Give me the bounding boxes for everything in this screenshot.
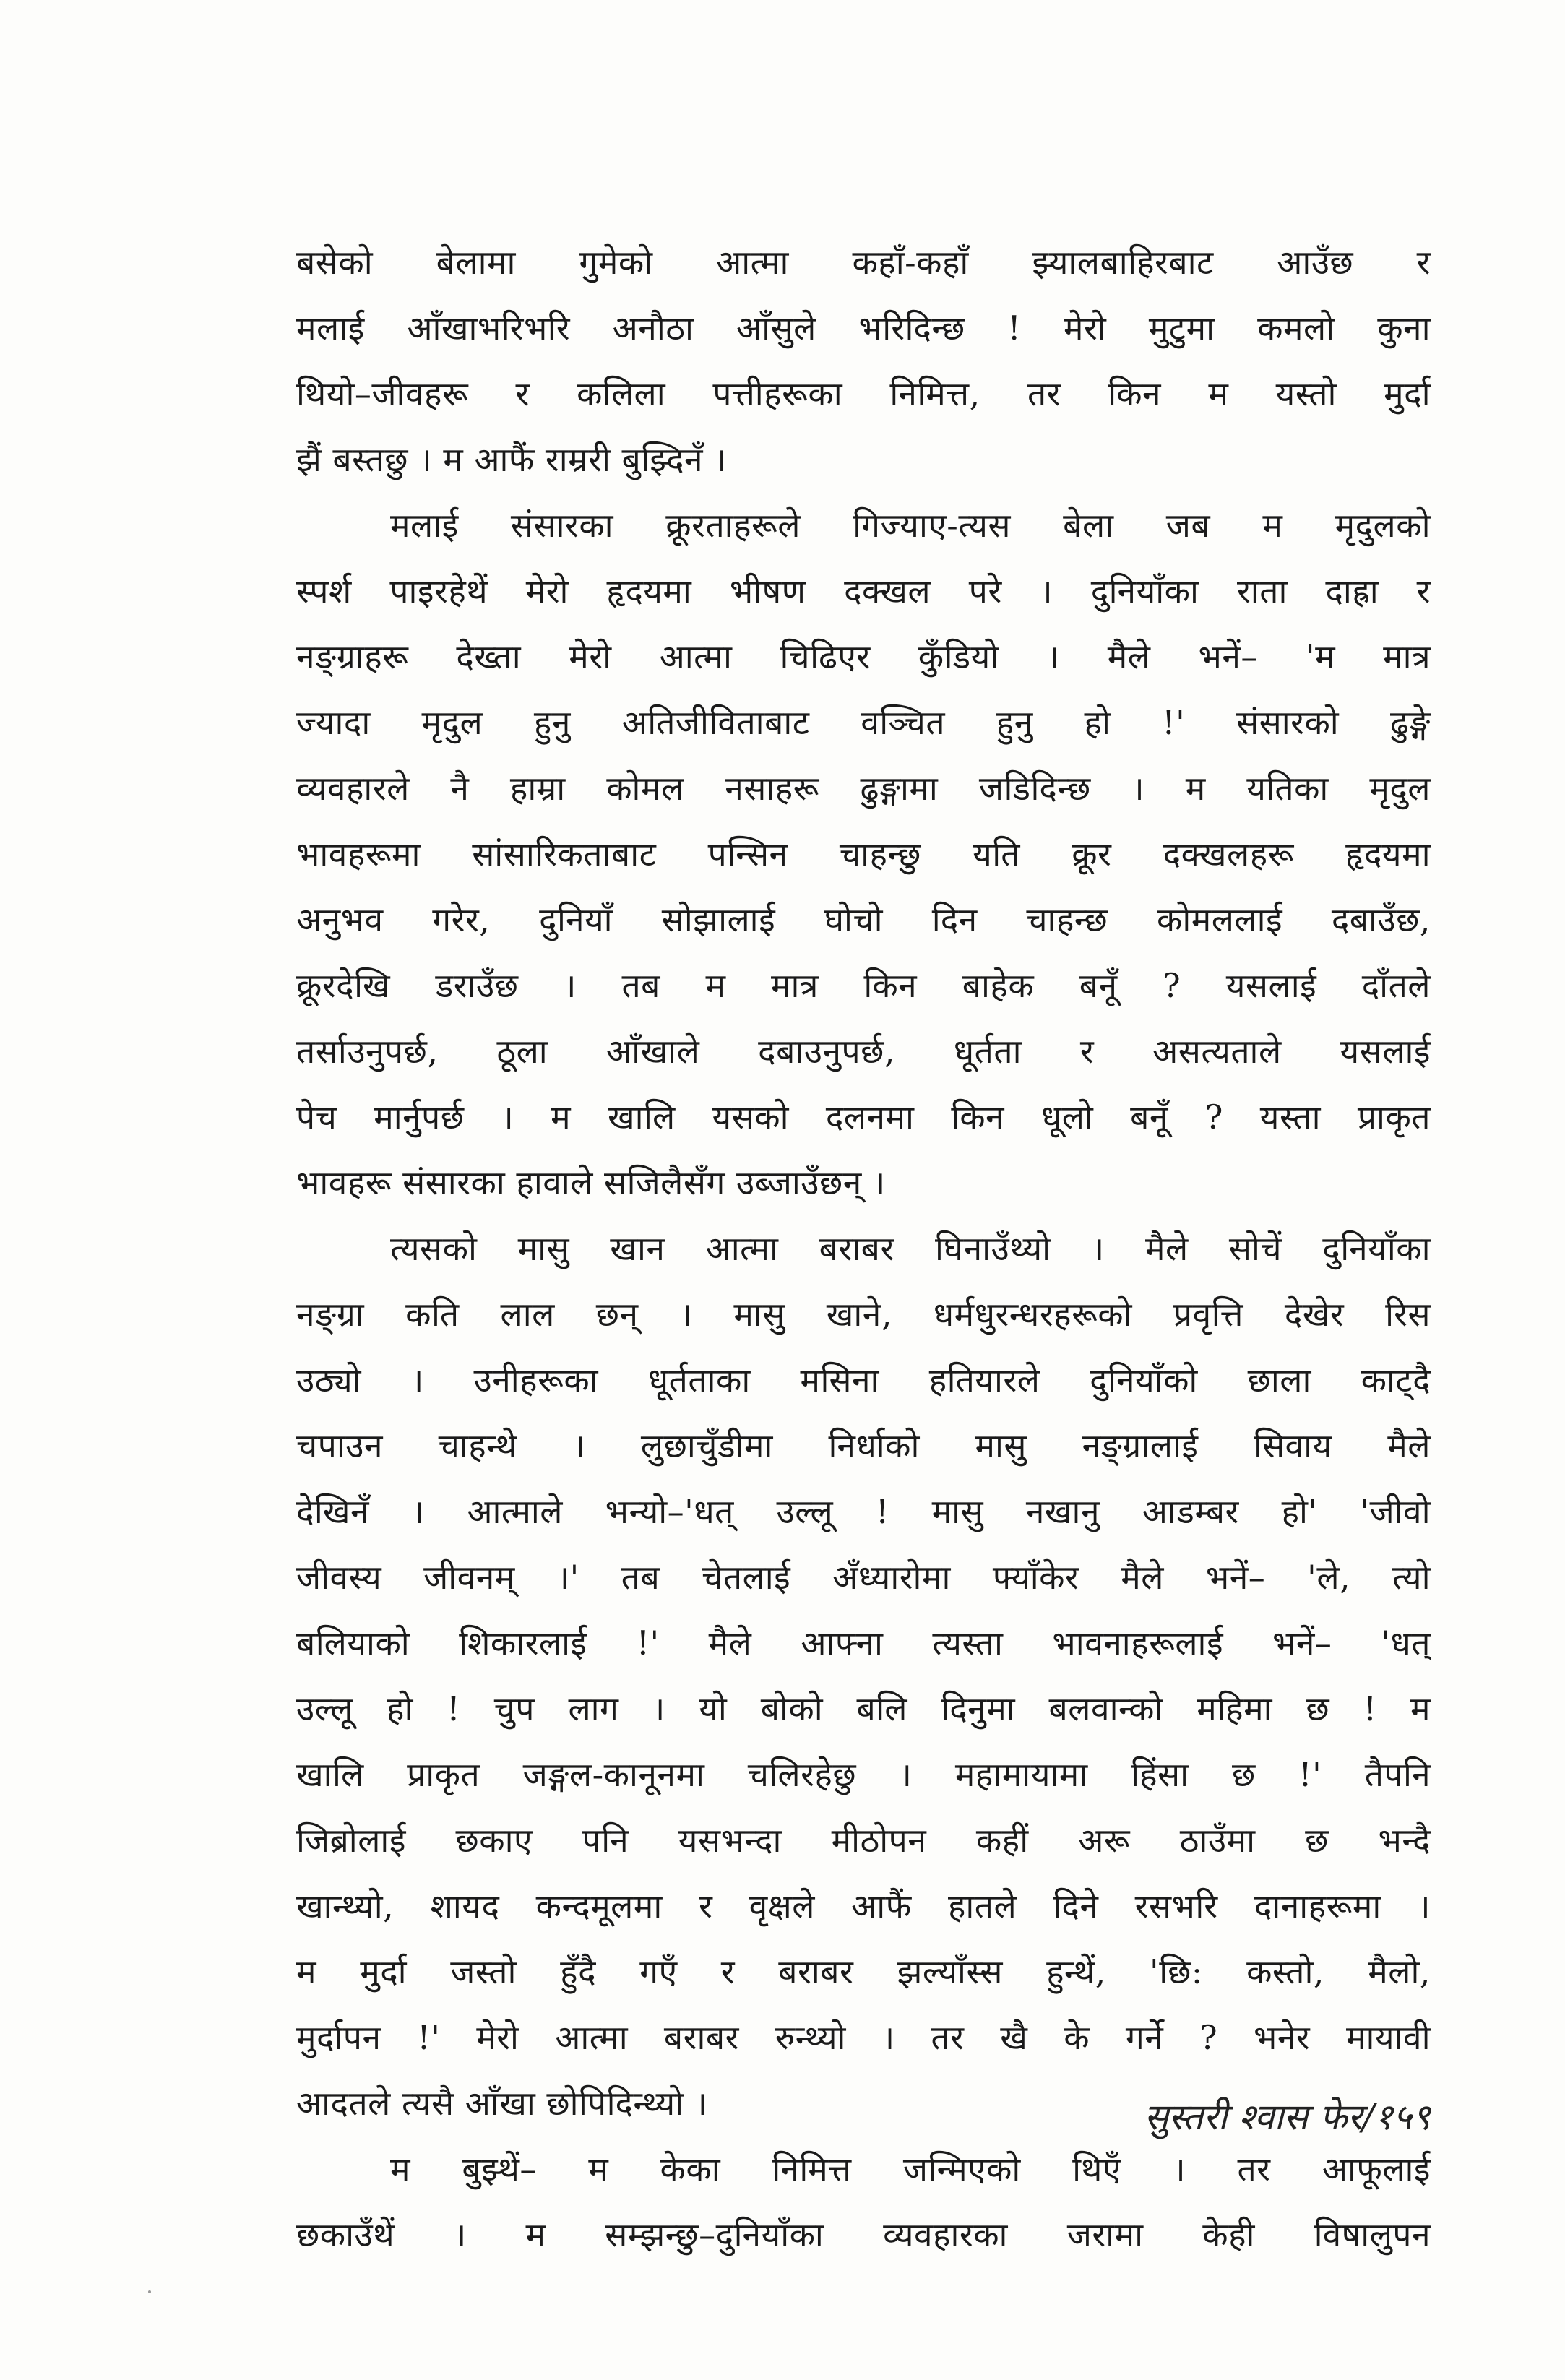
text-line: ज्यादा मृदुल हुनु अतिजीविताबाट वञ्चित हुनु हो !' संसारको ढुङ्गे bbox=[296, 703, 1431, 742]
paper-speck bbox=[148, 2290, 151, 2293]
text-line: व्यवहारले नै हाम्रा कोमल नसाहरू ढुङ्गामा जडिदिन्छ । म यतिका मृदुल bbox=[296, 769, 1431, 808]
text-line: खान्थ्यो, शायद कन्दमूलमा र वृक्षले आफैं हातले दिने रसभरि दानाहरूमा । bbox=[296, 1887, 1431, 1926]
text-line: त्यसको मासु खान आत्मा बराबर घिनाउँथ्यो । मैले सोचें दुनियाँका bbox=[390, 1229, 1431, 1268]
text-line: नङ्ग्राहरू देख्ता मेरो आत्मा चिढिएर कुँडियो । मैले भनें– 'म मात्र bbox=[296, 637, 1431, 676]
text-line: आदतले त्यसै आँखा छोपिदिन्थ्यो । bbox=[296, 2084, 708, 2123]
text-line: उल्लू हो ! चुप लाग । यो बोको बलि दिनुमा बलवान्को महिमा छ ! म bbox=[296, 1689, 1431, 1728]
text-line: नङ्ग्रा कति लाल छन् । मासु खाने, धर्मधुरन्धरहरूको प्रवृत्ति देखेर रिस bbox=[296, 1295, 1431, 1334]
text-line: मलाई संसारका क्रूरताहरूले गिज्याए-त्यस बेला जब म मृदुलको bbox=[390, 506, 1431, 545]
text-line: झैं बस्तछु । म आफैं राम्ररी बुझ्दिनँ । bbox=[296, 440, 728, 479]
text-line: पेच मार्नुपर्छ । म खालि यसको दलनमा किन धूलो बनूँ ? यस्ता प्राकृत bbox=[296, 1098, 1431, 1137]
text-line: मुर्दापन !' मेरो आत्मा बराबर रुन्थ्यो । तर खै के गर्ने ? भनेर मायावी bbox=[296, 2018, 1431, 2057]
text-line: म बुझ्थें– म केका निमित्त जन्मिएको थिएँ । तर आफूलाई bbox=[390, 2150, 1431, 2189]
text-line: भावहरू संसारका हावाले सजिलैसँग उब्जाउँछन् । bbox=[296, 1163, 886, 1202]
text-line: खालि प्राकृत जङ्गल-कानूनमा चलिरहेछु । महामायामा हिंसा छ !' तैपनि bbox=[296, 1755, 1431, 1794]
text-line: बलियाको शिकारलाई !' मैले आफ्ना त्यस्ता भावनाहरूलाई भनें– 'धत् bbox=[296, 1624, 1431, 1663]
text-line: उठ्यो । उनीहरूका धूर्तताका मसिना हतियारले दुनियाँको छाला काट्दै bbox=[296, 1361, 1431, 1400]
text-line: म मुर्दा जस्तो हुँदै गएँ र बराबर झल्याँस्स हुन्थें, 'छि: कस्तो, मैलो, bbox=[296, 1952, 1431, 1991]
text-line: तर्साउनुपर्छ, ठूला आँखाले दबाउनुपर्छ, धूर्तता र असत्यताले यसलाई bbox=[296, 1032, 1431, 1071]
text-line: मलाई आँखाभरिभरि अनौठा आँसुले भरिदिन्छ ! मेरो मुटुमा कमलो कुना bbox=[296, 309, 1431, 348]
text-line: स्पर्श पाइरहेथें मेरो हृदयमा भीषण दक्खल परे । दुनियाँका राता दाह्रा र bbox=[296, 572, 1431, 611]
body-text bbox=[296, 230, 1431, 2268]
text-line: भावहरूमा सांसारिकताबाट पन्सिन चाहन्छु यति क्रूर दक्खलहरू हृदयमा bbox=[296, 835, 1431, 874]
text-line: छकाउँथें । म सम्झन्छु–दुनियाँका व्यवहारका जरामा केही विषालुपन bbox=[296, 2215, 1431, 2254]
text-line: जीवस्य जीवनम् ।' तब चेतलाई अँध्यारोमा फ्याँकेर मैले भनें– 'ले, त्यो bbox=[296, 1558, 1431, 1597]
text-line: अनुभव गरेर, दुनियाँ सोझालाई घोचो दिन चाहन्छ कोमललाई दबाउँछ, bbox=[296, 900, 1431, 939]
text-line: बसेको बेलामा गुमेको आत्मा कहाँ-कहाँ झ्यालबाहिरबाट आउँछ र bbox=[296, 243, 1431, 282]
text-line: देखिनँ । आत्माले भन्यो–'धत् उल्लू ! मासु नखानु आडम्बर हो' 'जीवो bbox=[296, 1492, 1431, 1531]
text-line: जिब्रोलाई छकाए पनि यसभन्दा मीठोपन कहीं अरू ठाउँमा छ भन्दै bbox=[296, 1821, 1431, 1860]
text-line: चपाउन चाहन्थे । लुछाचुँडीमा निर्धाको मासु नङ्ग्रालाई सिवाय मैले bbox=[296, 1426, 1431, 1465]
text-line: क्रूरदेखि डराउँछ । तब म मात्र किन बाहेक बनूँ ? यसलाई दाँतले bbox=[296, 966, 1431, 1005]
text-line: थियो–जीवहरू र कलिला पत्तीहरूका निमित्त, तर किन म यस्तो मुर्दा bbox=[296, 374, 1431, 413]
page-footer: सुस्तरी श्वास फेर/१५९ bbox=[1144, 2096, 1431, 2138]
